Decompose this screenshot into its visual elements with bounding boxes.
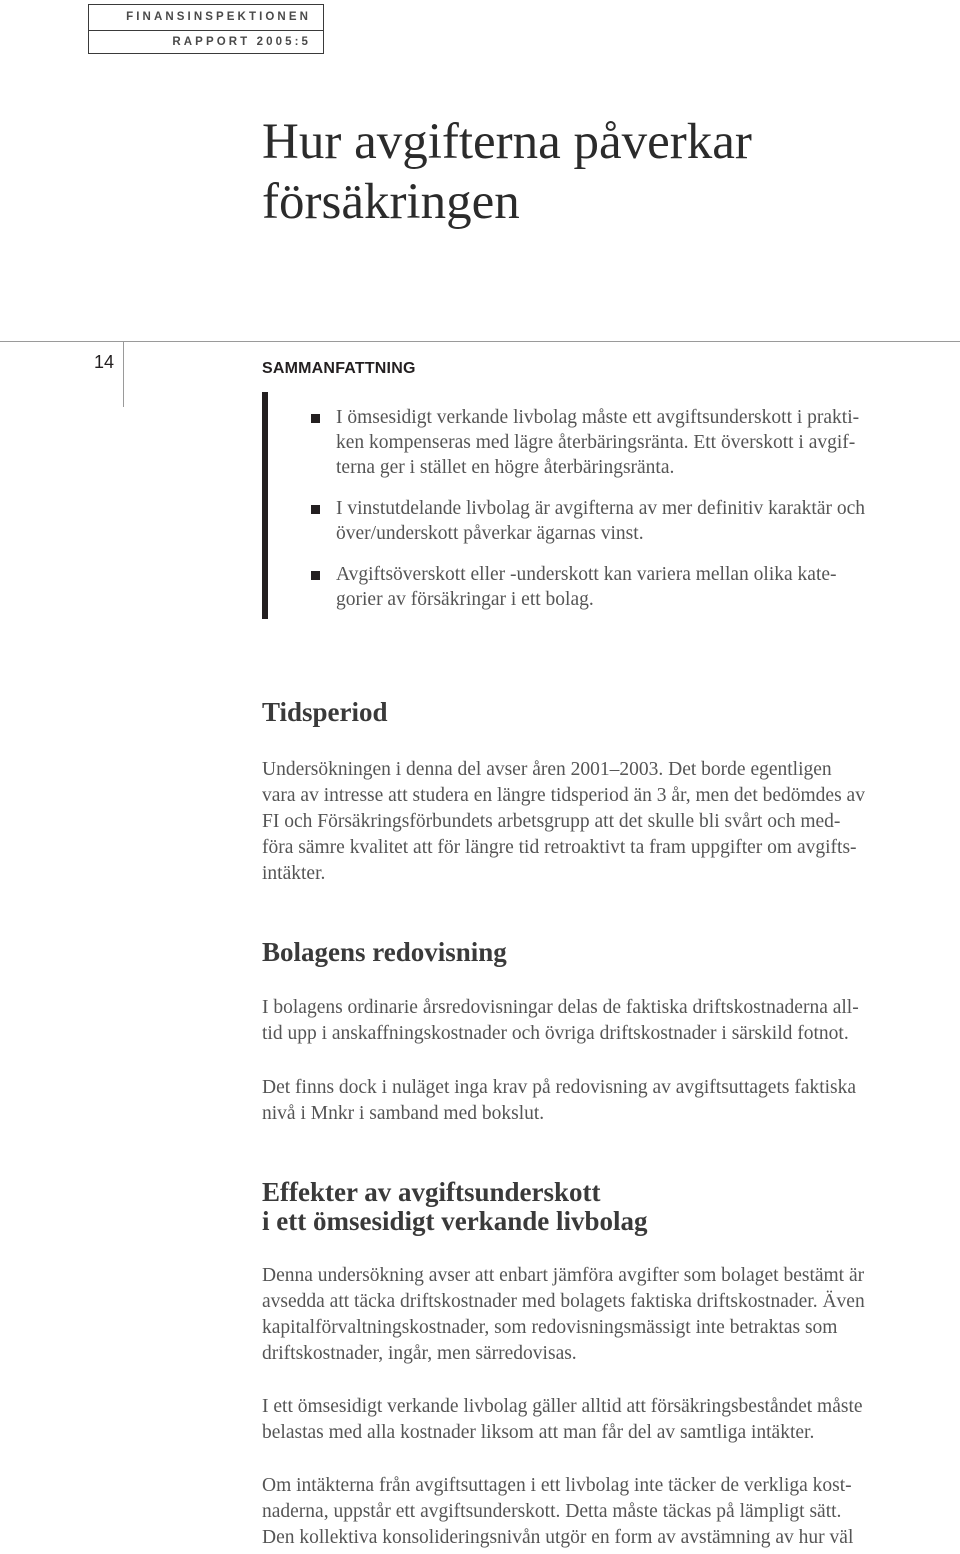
section-heading-effekter: [262, 1178, 648, 1236]
paragraph-effekter-1: [262, 1263, 960, 1367]
heading-line: Bolagens redovisning: [262, 937, 507, 967]
paragraph-effekter-3: [262, 1473, 960, 1551]
summary-item: [313, 562, 953, 612]
text-line: I ömsesidigt verkande livbolag måste ett avgiftsunderskott i prakti-: [336, 407, 860, 428]
paragraph-tidsperiod: [262, 757, 960, 887]
text-line: intäkter.: [262, 863, 326, 884]
text-line: Om intäkterna från avgiftsuttagen i ett livbolag inte täcker de verkliga kost-: [262, 1475, 852, 1496]
summary-list: [313, 405, 953, 628]
text-line: Det finns dock i nuläget inga krav på redovisning av avgiftsuttagets faktiska: [262, 1077, 857, 1098]
running-header-report: RAPPORT 2005:5: [88, 30, 324, 54]
section-heading-tidsperiod: [262, 698, 388, 727]
text-line: Denna undersökning avser att enbart jämföra avgifter som bolaget bestämt är: [262, 1265, 865, 1286]
horizontal-rule: [0, 341, 960, 342]
summary-side-bar: [262, 392, 268, 619]
text-line: Avgiftsöverskott eller -underskott kan variera mellan olika kate-: [336, 564, 837, 585]
heading-line: Tidsperiod: [262, 697, 388, 727]
text-line: tid upp i anskaffningskostnader och övriga driftskostnader i särskild fotnot.: [262, 1023, 849, 1044]
page-number: 14: [94, 352, 115, 372]
chapter-title-line: Hur avgifterna påverkar: [262, 114, 752, 170]
summary-item: [313, 405, 953, 480]
text-line: driftskostnader, ingår, men särredovisas.: [262, 1343, 577, 1364]
summary-item: [313, 496, 953, 546]
text-line: Den kollektiva konsolideringsnivån utgör en form av avstämning av hur väl: [262, 1527, 854, 1548]
section-heading-bolagens-redovisning: [262, 938, 507, 967]
text-line: ken kompenseras med lägre återbäringsränta. Ett överskott i avgif-: [336, 432, 856, 453]
text-line: I vinstutdelande livbolag är avgifterna av mer definitiv karaktär och: [336, 498, 866, 519]
paragraph-bolagens-1: [262, 995, 960, 1047]
text-line: I ett ömsesidigt verkande livbolag gäller alltid att försäkringsbeståndet måste: [262, 1396, 863, 1417]
paragraph-bolagens-2: [262, 1075, 960, 1127]
page-number-rule: [123, 341, 124, 407]
text-line: vara av intresse att studera en längre tidsperiod än 3 år, men det bedömdes av: [262, 785, 865, 806]
chapter-title-line: försäkringen: [262, 174, 520, 230]
text-line: nivå i Mnkr i samband med bokslut.: [262, 1103, 545, 1124]
square-bullet-icon: [311, 571, 320, 580]
summary-item-text: [313, 496, 953, 546]
text-line: FI och Försäkringsförbundets arbetsgrupp att det skulle bli svårt och med-: [262, 811, 841, 832]
heading-line: Effekter av avgiftsunderskott: [262, 1177, 601, 1207]
text-line: avsedda att täcka driftskostnader med bolagets faktiska driftskostnader. Även: [262, 1291, 865, 1312]
text-line: Undersökningen i denna del avser åren 2001–2003. Det borde egentligen: [262, 759, 832, 780]
running-header-publisher: FINANSINSPEKTIONEN: [88, 4, 324, 31]
summary-heading: SAMMANFATTNING: [262, 360, 416, 377]
text-line: kapitalförvaltningskostnader, som redovisningsmässigt inte betraktas som: [262, 1317, 838, 1338]
text-line: över/underskott påverkar ägarnas vinst.: [336, 523, 644, 544]
text-line: gorier av försäkringar i ett bolag.: [336, 589, 594, 610]
text-line: terna ger i stället en högre återbäringsränta.: [336, 457, 675, 478]
square-bullet-icon: [311, 505, 320, 514]
chapter-title: [262, 112, 752, 232]
summary-item-text: [313, 405, 953, 480]
paragraph-effekter-2: [262, 1394, 960, 1446]
text-line: föra sämre kvalitet att för längre tid retroaktivt ta fram uppgifter om avgifts-: [262, 837, 857, 858]
text-line: I bolagens ordinarie årsredovisningar delas de faktiska driftskostnaderna all-: [262, 997, 859, 1018]
summary-item-text: [313, 562, 953, 612]
heading-line: i ett ömsesidigt verkande livbolag: [262, 1206, 648, 1236]
square-bullet-icon: [311, 414, 320, 423]
text-line: naderna, uppstår ett avgiftsunderskott. Detta måste täckas på lämpligt sätt.: [262, 1501, 842, 1522]
text-line: belastas med alla kostnader liksom att man får del av samtliga intäkter.: [262, 1422, 815, 1443]
